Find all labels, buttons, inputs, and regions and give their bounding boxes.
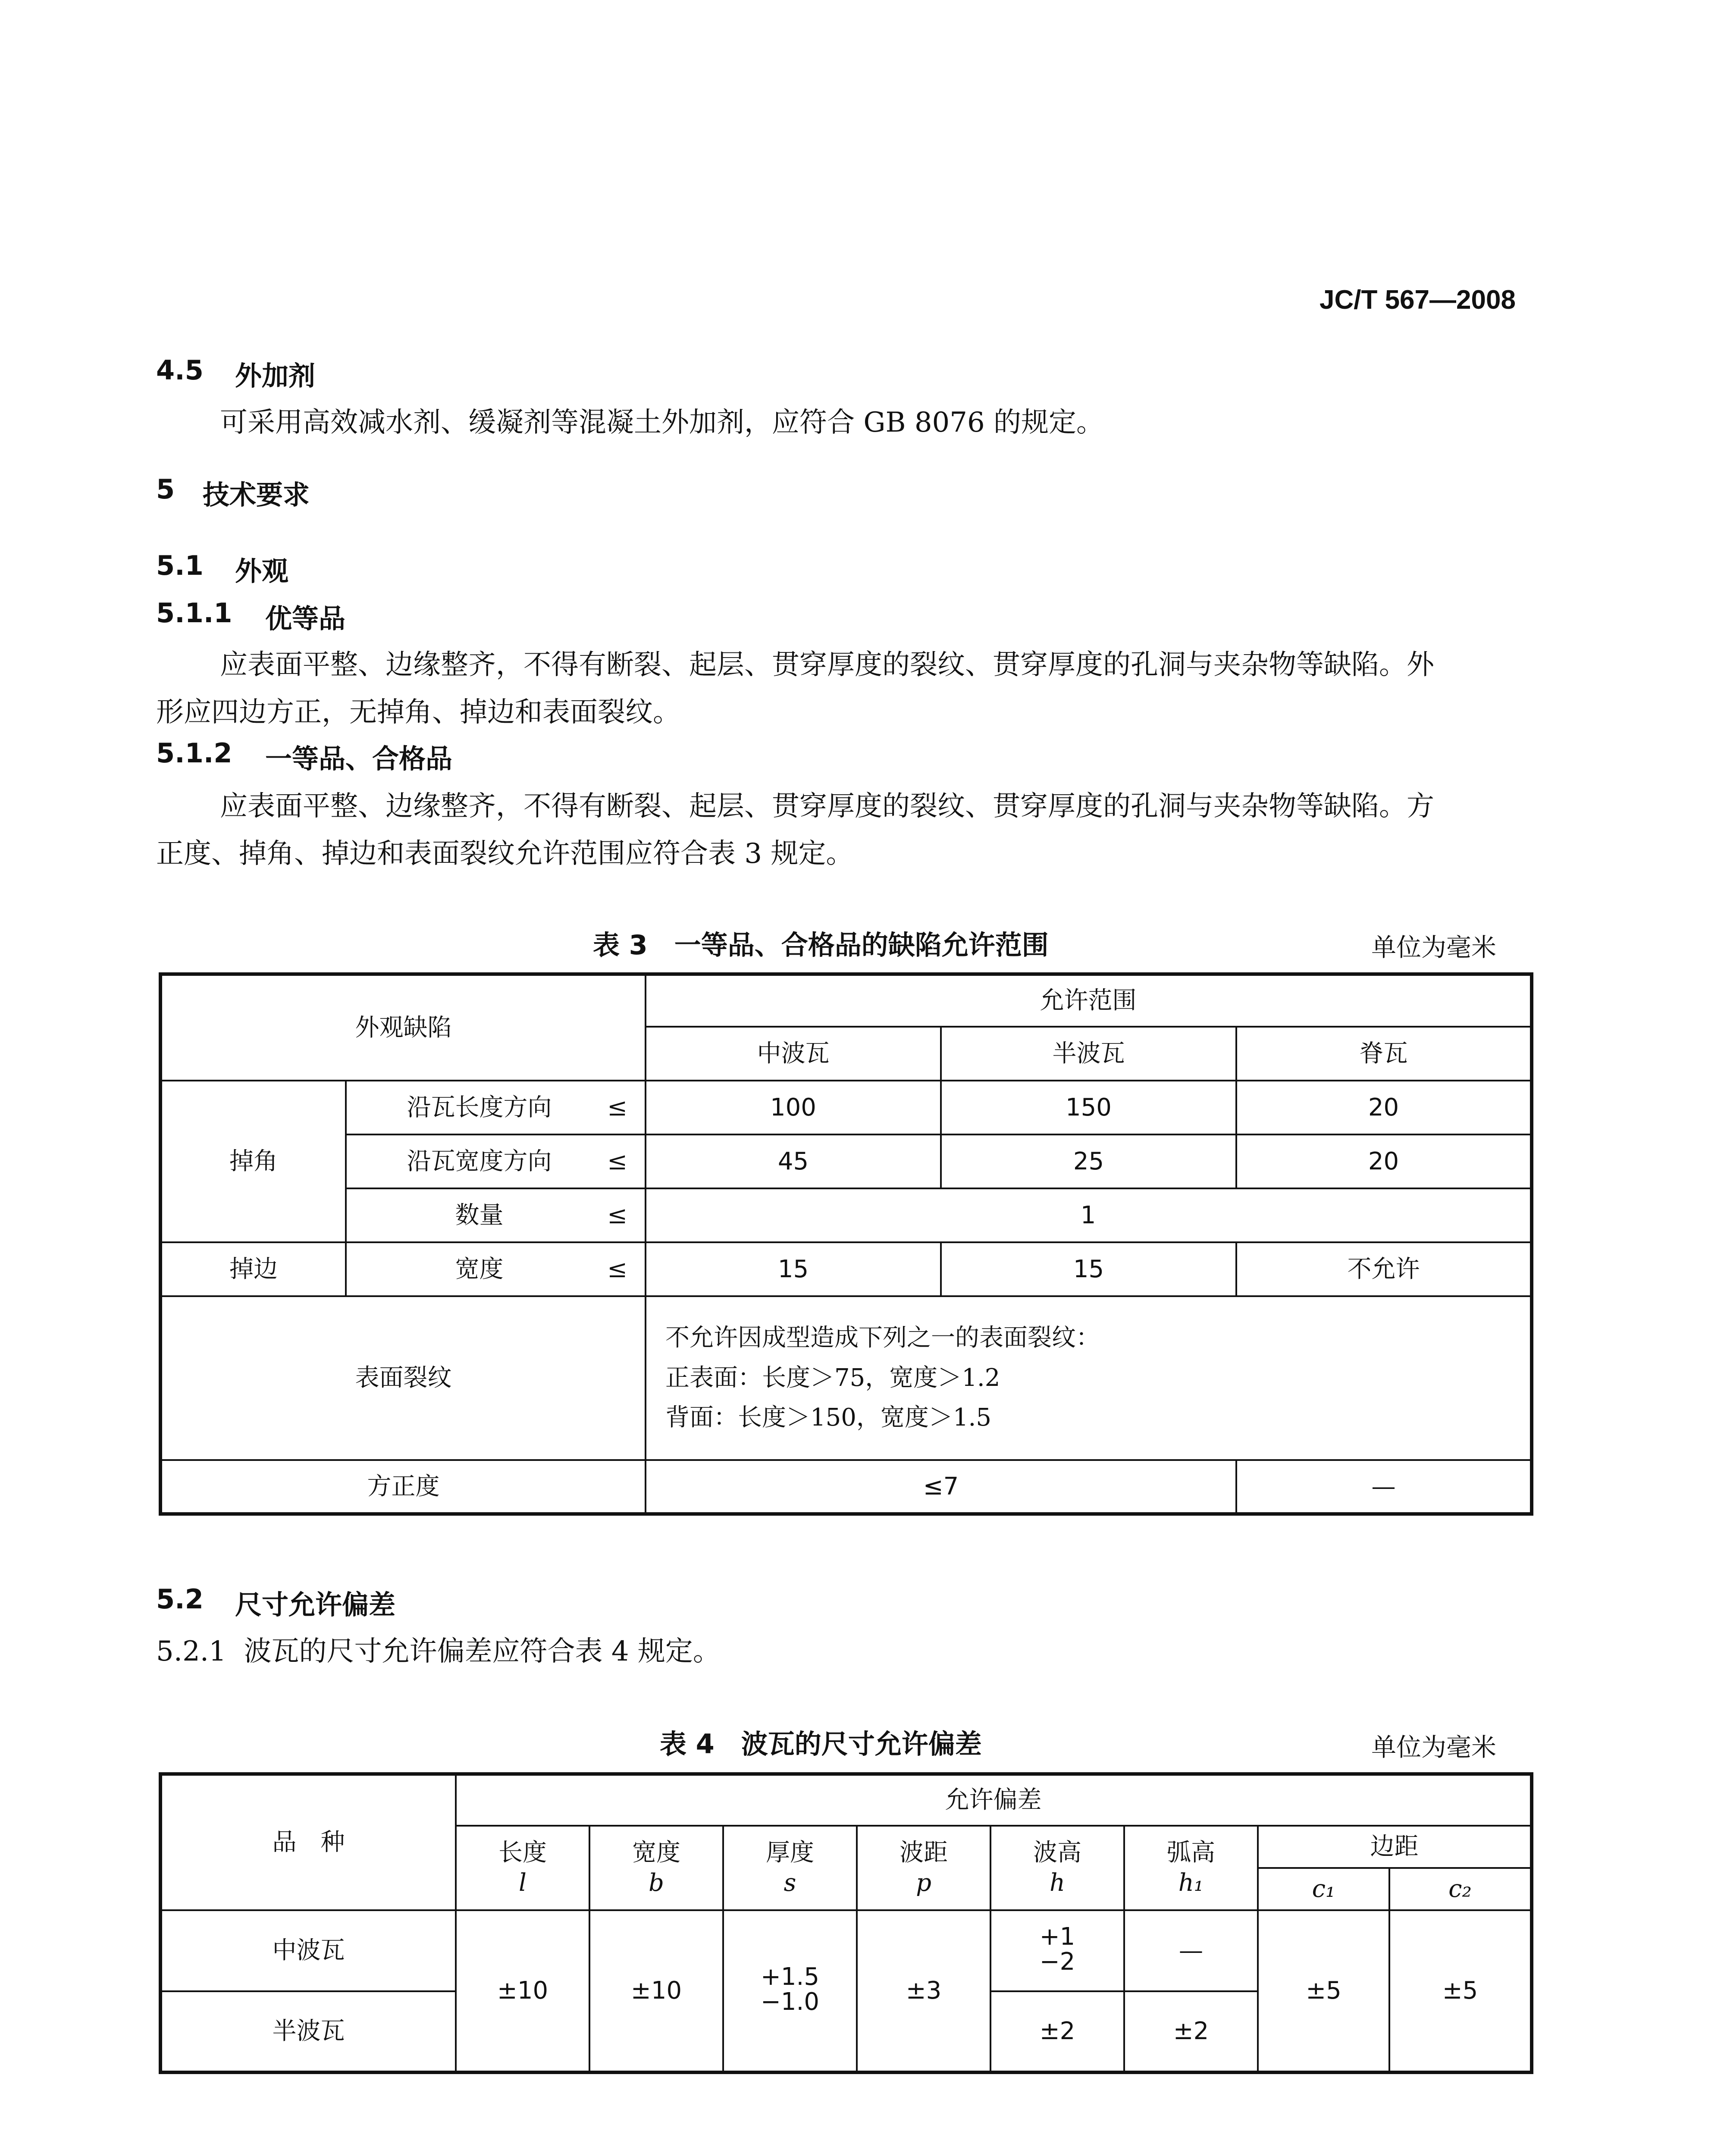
table3-col-half: 半波瓦	[941, 1027, 1236, 1081]
section-5-2-title: 尺寸允许偏差	[235, 1589, 396, 1620]
section-5-1-2-line2: 正度、掉角、掉边和表面裂纹允许范围应符合表 3 规定。	[156, 838, 854, 870]
table4-col-wave-height-symbol: h	[1049, 1869, 1066, 1897]
table3-crack-note	[646, 1296, 1532, 1460]
table3-cell: ≤7	[646, 1460, 1236, 1514]
table3-col-ridge: 脊瓦	[1236, 1027, 1532, 1081]
table4-col-arc-height-symbol: h₁	[1178, 1869, 1204, 1897]
table3-col-mid: 中波瓦	[646, 1027, 941, 1081]
table4-cell: ±10	[456, 1910, 589, 2072]
table3-cell: 15	[941, 1242, 1236, 1296]
table3-cell: 20	[1236, 1134, 1532, 1188]
table4-cell: ±2	[1124, 1991, 1258, 2072]
table4-row-mid: 中波瓦	[160, 1910, 456, 1991]
leq-sign: ≤	[607, 1093, 627, 1122]
table3-row-edge-width-label: 宽度	[455, 1255, 504, 1283]
table3-row-square: 方正度	[160, 1460, 646, 1514]
table4-cell: ±5	[1389, 1910, 1532, 2072]
table4-cell: —	[1124, 1910, 1258, 1991]
table4-mid-height-upper: +1	[1039, 1922, 1075, 1951]
section-5-1-title: 外观	[235, 555, 289, 587]
table4-thickness-upper: +1.5	[761, 1962, 819, 1991]
table3-row-length	[346, 1081, 646, 1134]
section-5-1-number: 5.1	[156, 550, 204, 581]
table3-group-corner: 掉角	[160, 1081, 346, 1242]
table3-row-edge-width	[346, 1242, 646, 1296]
table4-col-wave-height	[990, 1826, 1124, 1910]
table4-col-thickness-symbol: s	[784, 1869, 796, 1897]
section-5-1-1-number: 5.1.1	[156, 597, 232, 629]
section-4-5-title: 外加剂	[235, 360, 316, 392]
section-5-title: 技术要求	[203, 479, 310, 511]
table4-cell: ±3	[857, 1910, 990, 2072]
table4-col-c2: c₂	[1389, 1868, 1532, 1910]
table4-cell-mid-height	[990, 1910, 1124, 1991]
section-5-1-2-title: 一等品、合格品	[265, 743, 453, 774]
section-5-number: 5	[156, 473, 175, 505]
table3-caption: 表 3 一等品、合格品的缺陷允许范围	[593, 929, 1049, 961]
table4-col-length	[456, 1826, 589, 1910]
section-4-5-number: 4.5	[156, 354, 204, 386]
table3-row-quantity	[346, 1188, 646, 1242]
table4-cell: ±2	[990, 1991, 1124, 2072]
table4-cell-thickness	[723, 1910, 857, 2072]
table4-col-pitch-label: 波距	[900, 1839, 948, 1867]
section-5-1-2-number: 5.1.2	[156, 737, 232, 769]
table4	[159, 1772, 1533, 2074]
table3-cell: 25	[941, 1134, 1236, 1188]
table4-col-width-label: 宽度	[632, 1839, 680, 1867]
table3-cell: 1	[646, 1188, 1532, 1242]
table4-col-pitch	[857, 1826, 990, 1910]
table3-unit: 单位为毫米	[1371, 933, 1497, 962]
table3-cell: 不允许	[1236, 1242, 1532, 1296]
table3-row-width	[346, 1134, 646, 1188]
table3-cell: 20	[1236, 1081, 1532, 1134]
section-4-5-text: 可采用高效减水剂、缓凝剂等混凝土外加剂，应符合 GB 8076 的规定。	[220, 407, 1104, 439]
table4-mid-height-lower: −2	[1039, 1948, 1075, 1976]
leq-sign: ≤	[607, 1147, 627, 1175]
table3	[159, 972, 1533, 1516]
table3-row-length-label: 沿瓦长度方向	[407, 1093, 552, 1122]
section-5-2-1-number: 5.2.1	[156, 1636, 226, 1667]
table3-cell: —	[1236, 1460, 1532, 1514]
table3-cell: 45	[646, 1134, 941, 1188]
table3-crack-line: 正表面：长度＞75，宽度＞1.2	[665, 1363, 1000, 1392]
table4-col-c1: c₁	[1258, 1868, 1389, 1910]
table4-cell: ±10	[589, 1910, 723, 2072]
table4-caption: 表 4 波瓦的尺寸允许偏差	[660, 1728, 982, 1760]
table4-col-width	[589, 1826, 723, 1910]
table4-col-pitch-symbol: p	[916, 1869, 931, 1897]
table3-cell: 100	[646, 1081, 941, 1134]
table3-group-edge: 掉边	[160, 1242, 346, 1296]
table4-unit: 单位为毫米	[1371, 1733, 1497, 1762]
table4-thickness-lower: −1.0	[761, 1988, 819, 2016]
section-5-2-number: 5.2	[156, 1583, 204, 1615]
table4-col-width-symbol: b	[649, 1869, 664, 1897]
table3-row-quantity-label: 数量	[455, 1201, 504, 1229]
section-5-2-1-text: 波瓦的尺寸允许偏差应符合表 4 规定。	[244, 1636, 721, 1667]
table4-col-length-label: 长度	[498, 1839, 547, 1867]
table3-row-crack: 表面裂纹	[160, 1296, 646, 1460]
table3-cell: 150	[941, 1081, 1236, 1134]
section-5-1-2-line1: 应表面平整、边缘整齐，不得有断裂、起层、贯穿厚度的裂纹、贯穿厚度的孔洞与夹杂物等缺陷。方	[220, 790, 1434, 822]
section-5-1-1-line1: 应表面平整、边缘整齐，不得有断裂、起层、贯穿厚度的裂纹、贯穿厚度的孔洞与夹杂物等缺陷。外	[220, 649, 1434, 681]
table4-col-wave-height-label: 波高	[1033, 1839, 1081, 1867]
table4-row-half: 半波瓦	[160, 1991, 456, 2072]
table4-col-arc-height	[1124, 1826, 1258, 1910]
standard-number: JC/T 567—2008	[1320, 285, 1516, 315]
table4-header-variety: 品 种	[160, 1774, 456, 1910]
table4-header-deviation: 允许偏差	[456, 1774, 1532, 1826]
table3-header-defect: 外观缺陷	[160, 974, 646, 1081]
table3-header-range: 允许范围	[646, 974, 1532, 1027]
table4-col-margin: 边距	[1258, 1826, 1532, 1868]
leq-sign: ≤	[607, 1201, 627, 1229]
table3-row-width-label: 沿瓦宽度方向	[407, 1147, 552, 1175]
table3-cell: 15	[646, 1242, 941, 1296]
table3-crack-line: 背面：长度＞150，宽度＞1.5	[665, 1404, 991, 1432]
table3-crack-line: 不允许因成型造成下列之一的表面裂纹：	[665, 1324, 1100, 1352]
table4-col-arc-height-label: 弧高	[1167, 1839, 1215, 1867]
table4-col-length-symbol: l	[519, 1869, 527, 1897]
section-5-2-1	[156, 1629, 721, 1669]
table4-cell: ±5	[1258, 1910, 1389, 2072]
table4-col-thickness	[723, 1826, 857, 1910]
table4-col-thickness-label: 厚度	[766, 1839, 814, 1867]
section-5-1-1-title: 优等品	[265, 603, 346, 634]
section-5-1-1-line2: 形应四边方正，无掉角、掉边和表面裂纹。	[156, 696, 680, 728]
leq-sign: ≤	[607, 1255, 627, 1283]
